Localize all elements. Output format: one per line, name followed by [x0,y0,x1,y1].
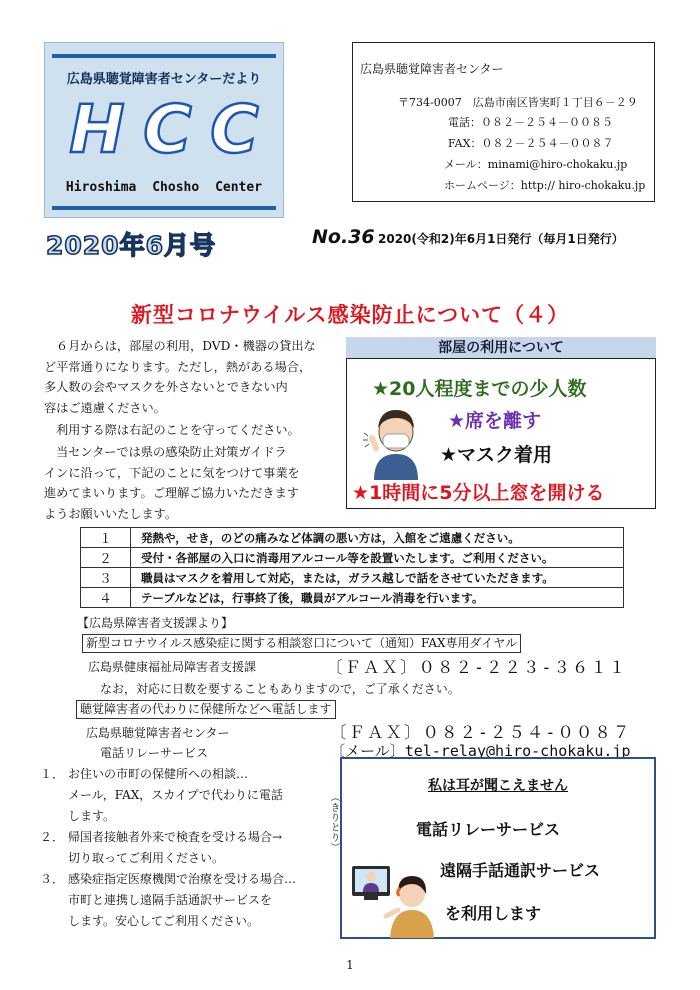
logo-word-hiroshima: Hiroshima [65,180,137,195]
text-line: 進めてまいります。ご理解ご協力いただきます [44,486,299,500]
table-row [81,548,624,568]
step-line: 切り取ってご利用ください。 [68,851,225,865]
relay-card-title: 私は耳が聞こえません [428,778,568,794]
step-line: します。安心してご利用ください。 [68,914,260,928]
text-line: 容はご遠慮ください。 [44,400,166,415]
proxy-call-title: 聴覚障害者の代わりに保健所などへ電話します [76,700,336,719]
logo-letter-c: C [143,91,192,168]
issue-month: 2020年6月号 [46,231,216,260]
logo-letter-c2: C [210,91,259,168]
text-line: ど平常通りになります。ただし，熱がある場合， [44,359,312,374]
step-line: 帰国者接触者外来で検査を受ける場合→ [68,830,283,844]
intro-paragraph-3 [44,442,344,524]
step-mark: ３． [40,872,65,886]
org-name: 広島県聴覚障害者センター [360,62,504,76]
row-text: 受付・各部屋の入口に消毒用アルコール等を設置いたします。ご利用ください。 [131,548,624,568]
step-line: 感染症指定医療機関で治療を受ける場合… [68,872,297,886]
relay-card-line-3: を利用します [445,904,542,923]
mail-address[interactable]: メール：minami@hiro-chokaku.jp [444,158,628,171]
row-number: １ [81,528,131,548]
headline: 新型コロナウイルス感染防止について（４） [130,303,570,327]
publish-date: 2020(令和2)年6月1日発行（毎月1日発行） [378,232,624,246]
row-text: テーブルなどは，行事終了後，職員がアルコール消毒を行います。 [131,588,624,608]
step-line: お住いの市町の保健所への相談… [68,767,249,781]
remote-interpreter-illustration [346,852,436,938]
room-rule-mask: ★マスク着用 [440,444,553,466]
intro-paragraph-2 [44,420,344,441]
text-line: ６月からは，部屋の利用，DVD・機器の貸出な [56,339,316,353]
masked-person-illustration [356,398,434,480]
relay-service-name: 電話リレーサービス [100,746,209,760]
row-number: ３ [81,568,131,588]
room-use-heading: 部屋の利用について [346,337,656,359]
room-rule-capacity: ★20人程度までの少人数 [372,378,587,400]
cut-line-label: （きりとり） [328,792,339,852]
text-line: 当センターでは県の感染防止対策ガイドラ [56,445,287,459]
step-line: します。 [68,809,116,823]
support-section-label: 【広島県障害者支援課より】 [77,616,234,630]
tel-number: 電話：０８２－２５４－００８５ [448,116,613,129]
text-line: 利用する際は右記のことを守ってください。 [56,423,300,437]
row-text: 発熱や，せき，のどの痛みなど体調の悪い方は，入館をご遠慮ください。 [131,528,624,548]
logo-word-center: Center [215,180,263,195]
room-rule-ventilation: ★1時間に5分以上窓を開ける [352,482,605,504]
step-line: 市町と連携し遠隔手話通訳サービスを [68,893,273,907]
logo-word-chosho: Chosho [152,180,200,195]
step-mark: １． [40,767,65,781]
list-item [40,764,340,827]
dept-fax: 〔ＦＡＸ〕０８２-２２３-３６１１ [326,658,628,677]
row-number: ２ [81,548,131,568]
room-rule-distance: ★席を離す [448,410,542,432]
center-fax: 〔ＦＡＸ〕０８２-２５４-００８７ [330,723,632,742]
step-line: メール，FAX，スカイプで代わりに電話 [68,788,283,802]
intro-paragraph-1 [44,336,344,418]
logo-top-stripe [52,54,276,58]
relay-card-line-1: 電話リレーサービス [416,820,561,839]
list-item [40,827,340,869]
dept-name: 広島県健康福祉局障害者支援課 [88,660,257,674]
step-mark: ２． [40,830,65,844]
response-note: なお，対応に日数を要することもありますので，ご了承ください。 [100,682,460,696]
text-line: ようお願いいたします。 [44,506,178,521]
table-row [81,568,624,588]
text-line: 多人数の会やマスクを外さないとできない内 [44,380,288,394]
relay-mail[interactable]: 〔メール〕tel-relay@hiro-chokaku.jp [330,742,631,760]
consult-notice-title: 新型コロナウイルス感染症に関する相談窓口について（通知）FAX専用ダイヤル [82,634,521,653]
logo-bottom-stripe [52,206,276,210]
newsletter-subtitle: 広島県聴覚障害者センターだより [66,72,262,87]
logo-letters [44,91,284,168]
table-row [81,588,624,608]
fax-number: FAX：０８２－２５４－００８７ [448,137,614,150]
relay-card-line-2: 遠隔手話通訳サービス [440,861,601,880]
list-item [40,869,340,932]
logo-letter-h: H [69,91,125,168]
issue-number: No.36 [312,226,375,248]
text-line: インに沿って，下記のことに気をつけて事業を [44,465,300,480]
row-number: ４ [81,588,131,608]
measures-table [80,527,624,608]
page-number: 1 [346,958,354,972]
table-row [81,528,624,548]
steps-list [40,764,340,932]
postal-address: 〒734-0007 広島市南区皆実町１丁目６－２９ [398,96,638,109]
center-name: 広島県聴覚障害者センター [86,726,230,740]
row-text: 職員はマスクを着用して対応，または，ガラス越しで話をさせていただきます。 [131,568,624,588]
web-address[interactable]: ホームページ：http:// hiro-chokaku.jp [444,179,646,192]
logo-english-name [44,180,284,195]
